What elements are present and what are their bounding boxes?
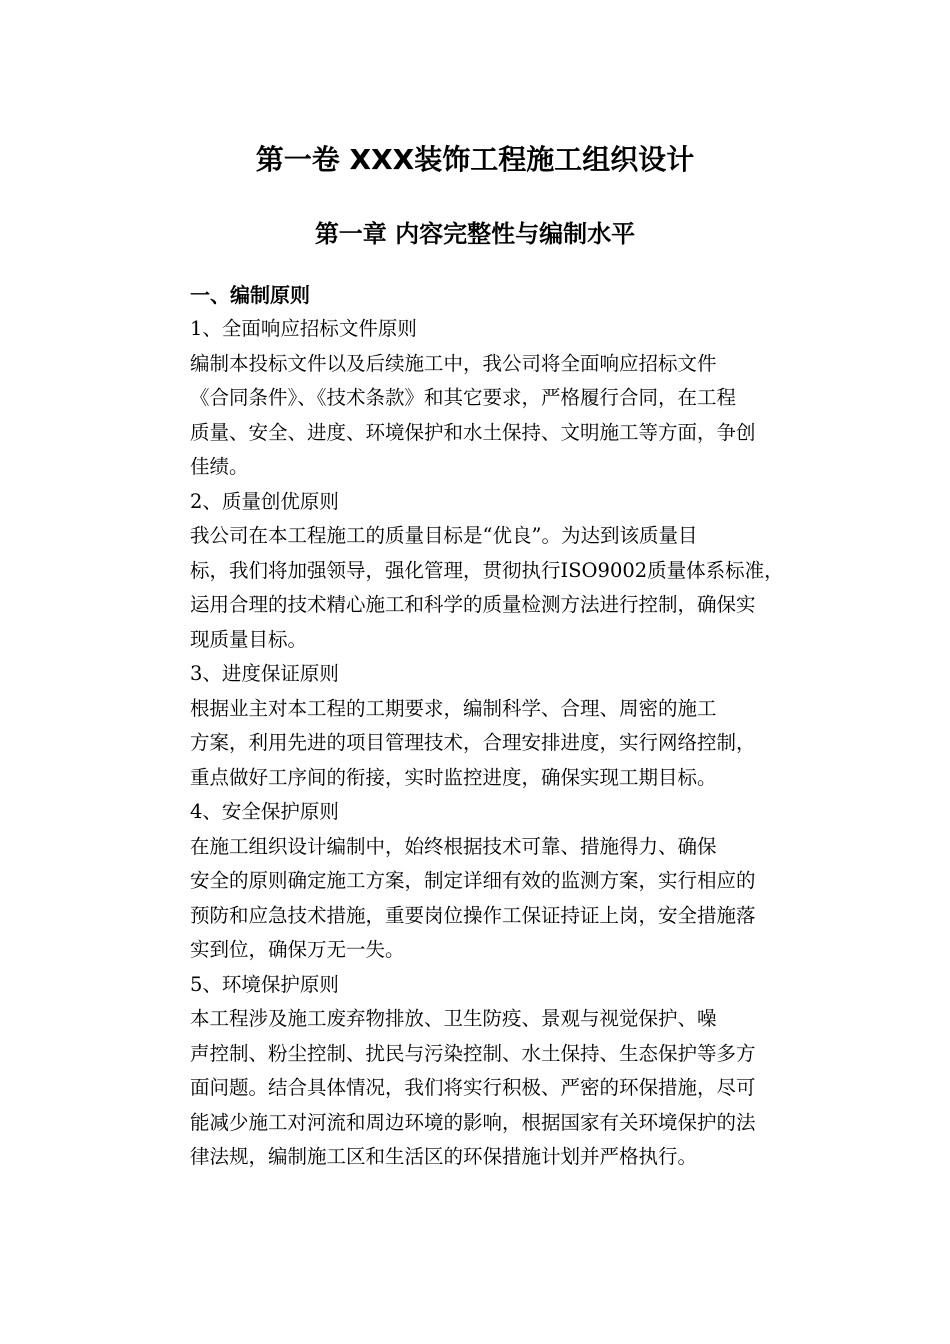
paragraph-line: 预防和应急技术措施，重要岗位操作工保证持证上岗，安全措施落	[190, 903, 756, 927]
paragraph-line: 安全的原则确定施工方案，制定详细有效的监测方案，实行相应的	[190, 869, 756, 892]
paragraph-line: 根据业主对本工程的工期要求，编制科学、合理、周密的施工	[190, 696, 717, 720]
principle-heading-1: 1、全面响应招标文件原则	[190, 317, 417, 340]
paragraph-line: 《合同条件》、《技术条款》和其它要求，严格履行合同，在工程	[190, 386, 737, 409]
chapter-title: 第一章 内容完整性与编制水平	[314, 220, 636, 248]
paragraph-line: 在施工组织设计编制中，始终根据技术可靠、措施得力、确保	[190, 834, 717, 858]
principle-paragraph-3	[146, 692, 806, 796]
paragraph-line: 佳绩。	[190, 455, 249, 478]
volume-title: 第一卷 XXX装饰工程施工组织设计	[255, 143, 695, 176]
section-heading: 一、编制原则	[190, 283, 310, 307]
principle-paragraph-5	[146, 1002, 806, 1175]
principle-paragraph-1	[146, 347, 806, 485]
paragraph-line: 重点做好工序间的衔接，实时监控进度，确保实现工期目标。	[190, 765, 717, 789]
document-body	[146, 312, 806, 1175]
principle-heading-5: 5、环境保护原则	[190, 972, 339, 996]
principle-paragraph-2	[146, 519, 806, 657]
principle-heading-2: 2、质量创优原则	[190, 489, 339, 513]
paragraph-line: 面问题。结合具体情况，我们将实行积极、严密的环保措施，尽可	[190, 1076, 756, 1099]
principle-paragraph-4	[146, 830, 806, 968]
principle-heading-4: 4、安全保护原则	[190, 800, 339, 823]
paragraph-line: 质量、安全、进度、环境保护和水土保持、文明施工等方面，争创	[190, 420, 756, 444]
paragraph-line: 方案，利用先进的项目管理技术，合理安排进度，实行网络控制，	[190, 731, 756, 754]
paragraph-line: 运用合理的技术精心施工和科学的质量检测方法进行控制，确保实	[190, 593, 756, 616]
paragraph-line: 现质量目标。	[190, 627, 308, 651]
paragraph-line: 本工程涉及施工废弃物排放、卫生防疫、景观与视觉保护、噪	[190, 1007, 717, 1030]
principle-heading-3: 3、进度保证原则	[190, 662, 339, 685]
paragraph-line: 能减少施工对河流和周边环境的影响，根据国家有关环境保护的法	[190, 1110, 756, 1134]
paragraph-line: 实到位，确保万无一失。	[190, 938, 405, 961]
paragraph-line: 律法规，编制施工区和生活区的环保措施计划并严格执行。	[190, 1145, 698, 1168]
paragraph-line: 我公司在本工程施工的质量目标是“优良”。为达到该质量目	[190, 524, 698, 547]
paragraph-line: 编制本投标文件以及后续施工中，我公司将全面响应招标文件	[190, 351, 717, 375]
paragraph-line: 标，我们将加强领导，强化管理，贯彻执行ISO9002质量体系标准，	[190, 558, 784, 582]
paragraph-line: 声控制、粉尘控制、扰民与污染控制、水土保持、生态保护等多方	[190, 1041, 756, 1065]
